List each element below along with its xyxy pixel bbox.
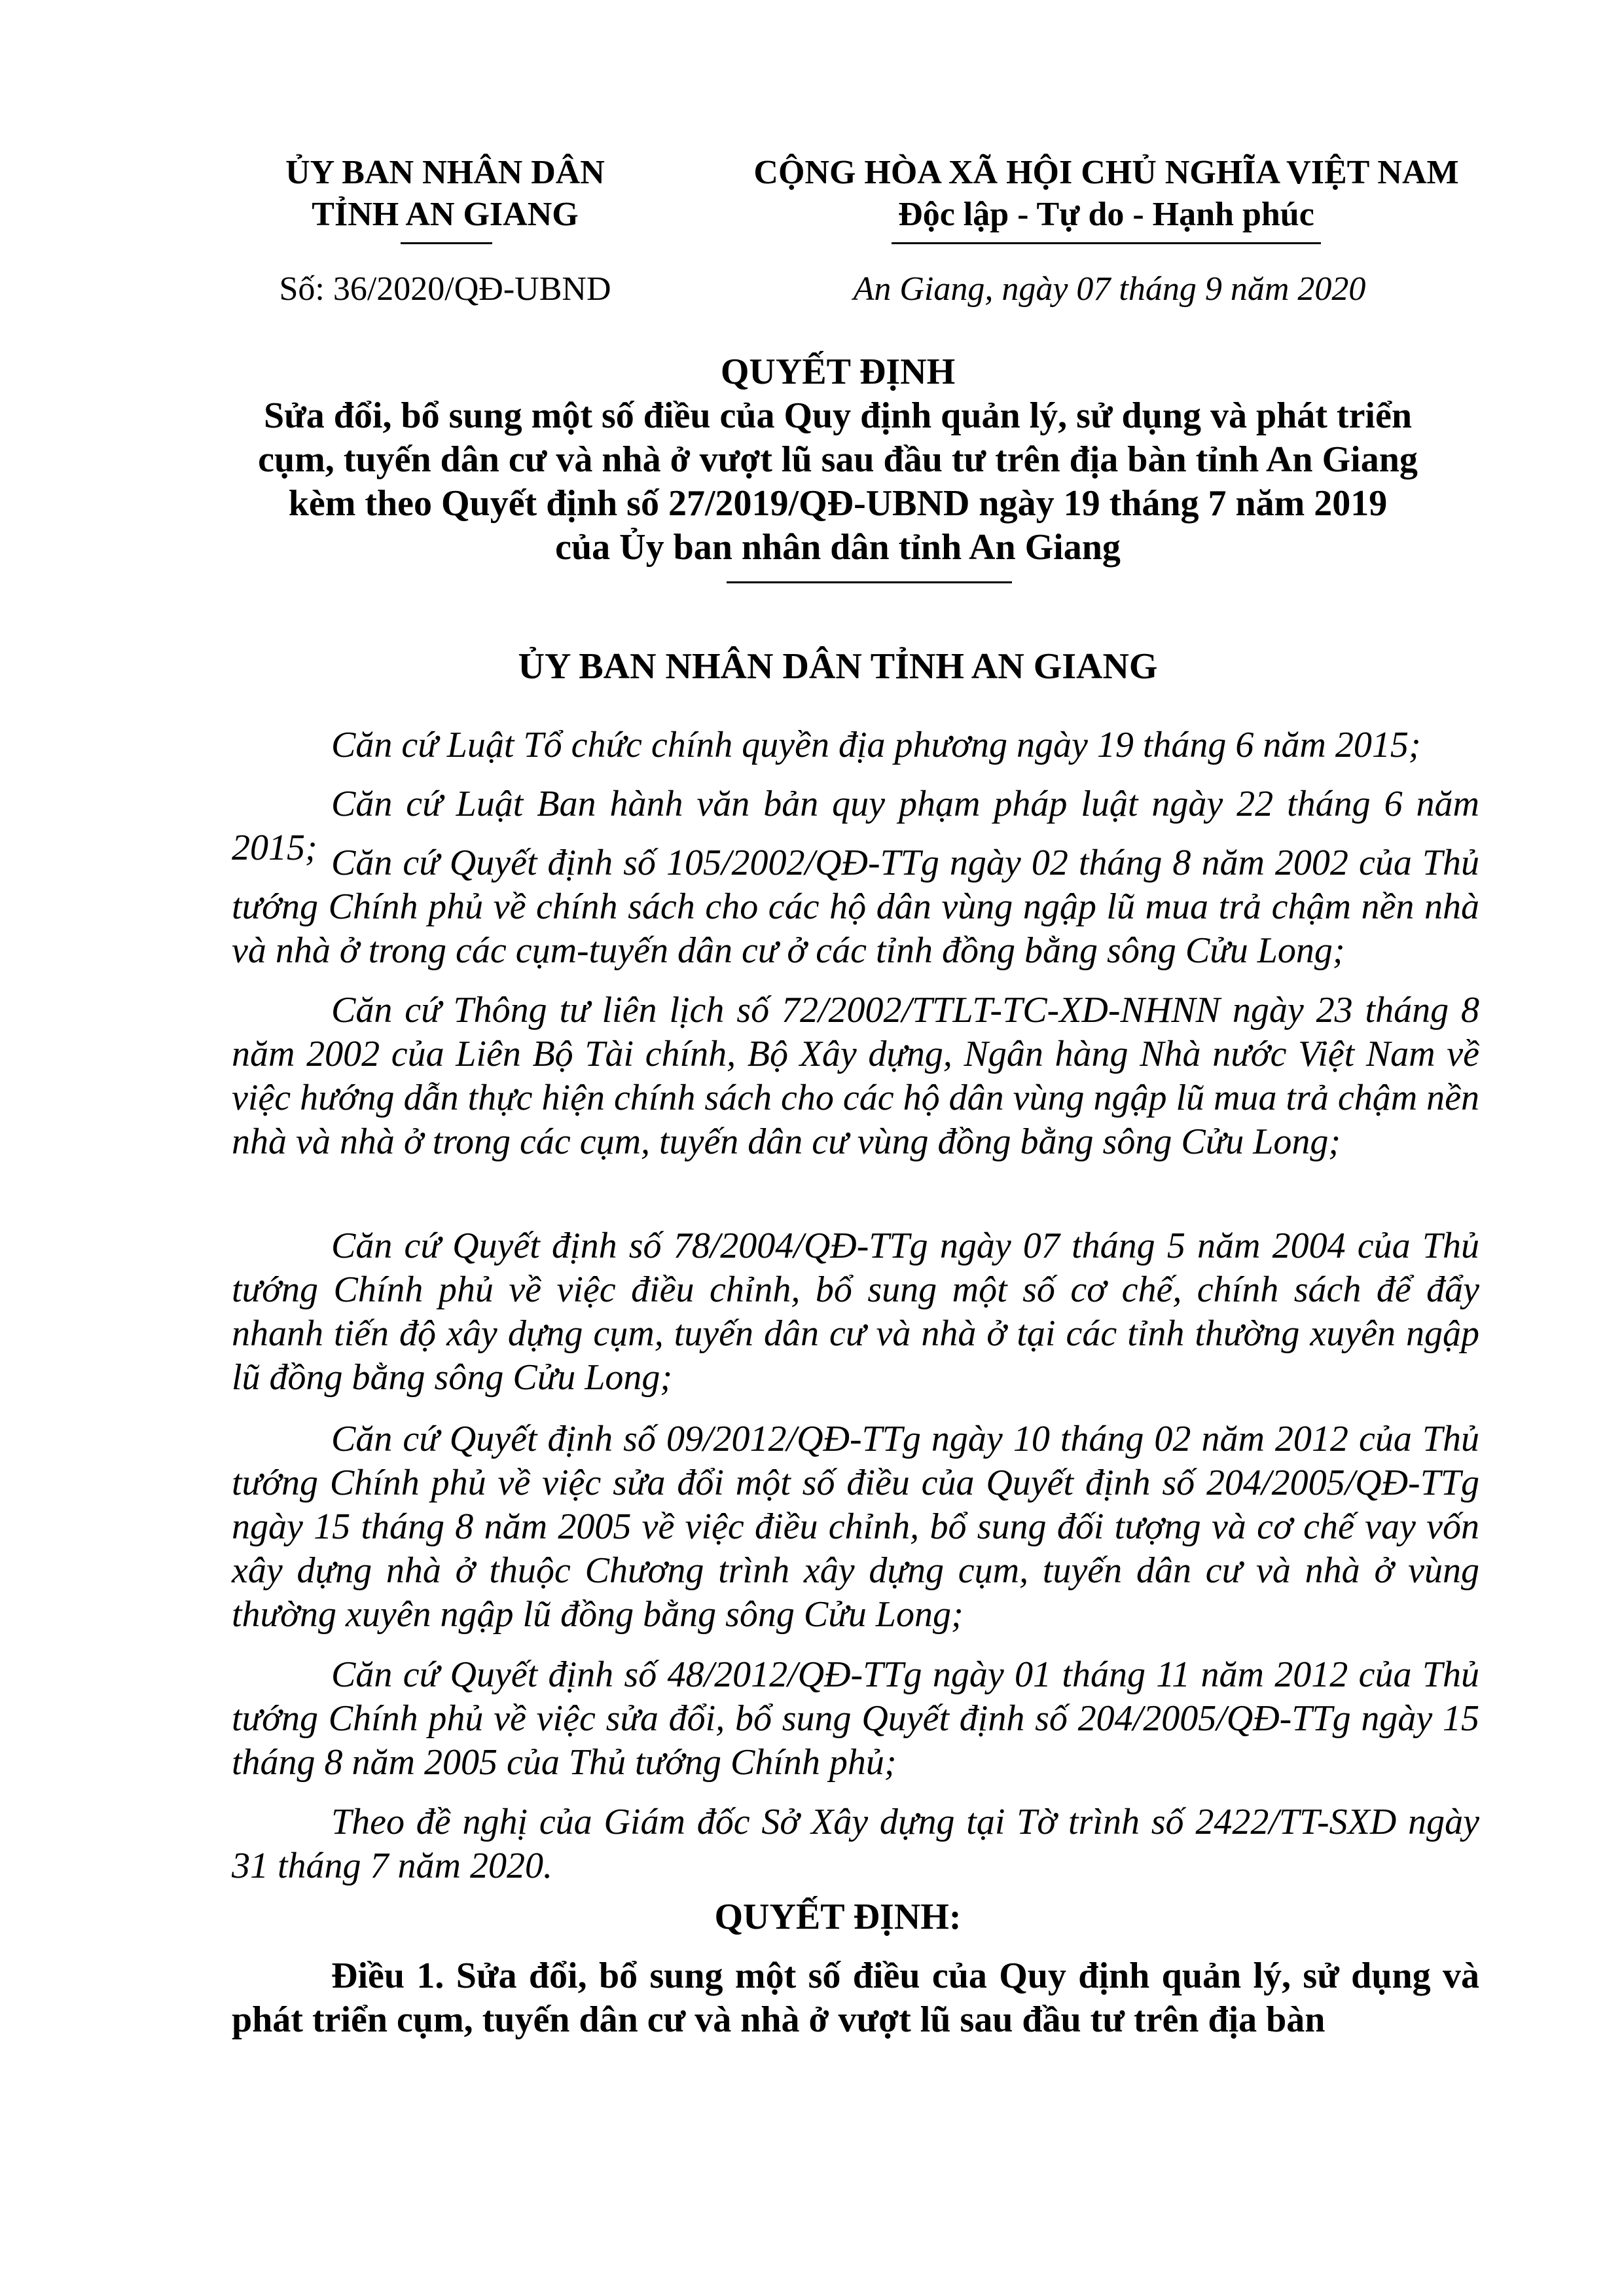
title-line-2: cụm, tuyến dân cư và nhà ở vượt lũ sau đầu tư trên địa bàn tỉnh An Giang <box>258 439 1418 480</box>
document-title <box>196 350 1479 570</box>
agency-name <box>262 152 628 236</box>
article-1: Điều 1. Sửa đổi, bổ sung một số điều của Quy định quản lý, sử dụng và phát triển cụm, tuyến dân cư và nhà ở vượt lũ sau đầu tư trên địa bàn <box>232 1956 1479 2040</box>
issue-date: An Giang, ngày 07 tháng 9 năm 2020 <box>853 270 1366 308</box>
issuing-authority: ỦY BAN NHÂN DÂN TỈNH AN GIANG <box>518 646 1158 687</box>
legal-basis-4: Căn cứ Thông tư liên lịch số 72/2002/TTLT-TC-XD-NHNN ngày 23 tháng 8 năm 2002 của Liên Bộ Tài chính, Bộ Xây dựng, Ngân hàng Nhà nước Việt Nam về việc hướng dẫn thực hiện chính sách cho các hộ dân vùng ngập lũ mua trả chậm nền nhà và nhà ở trong các cụm, tuyến dân cư vùng đồng bằng sông Cửu Long; <box>232 990 1479 1162</box>
legal-basis-2: Căn cứ Luật Ban hành văn bản quy phạm pháp luật ngày 22 tháng 6 năm 2015; <box>232 784 1479 868</box>
agency-name-line1: ỦY BAN NHÂN DÂN <box>285 154 605 191</box>
title-line-4: của Ủy ban nhân dân tỉnh An Giang <box>555 527 1121 568</box>
title-heading: QUYẾT ĐỊNH <box>720 352 956 392</box>
country-name: CỘNG HÒA XÃ HỘI CHỦ NGHĨA VIỆT NAM <box>753 154 1459 191</box>
title-line-1: Sửa đổi, bổ sung một số điều của Quy định quản lý, sử dụng và phát triển <box>264 395 1412 436</box>
legal-basis-3: Căn cứ Quyết định số 105/2002/QĐ-TTg ngày 02 tháng 8 năm 2002 của Thủ tướng Chính phủ về chính sách cho các hộ dân vùng ngập lũ mua trả chậm nền nhà và nhà ở trong các cụm-tuyến dân cư ở các tỉnh đồng bằng sông Cửu Long; <box>232 843 1479 971</box>
motto: Độc lập - Tự do - Hạnh phúc <box>898 196 1314 233</box>
decision-heading: QUYẾT ĐỊNH: <box>714 1897 962 1937</box>
national-motto <box>727 152 1486 236</box>
motto-underline <box>892 242 1321 244</box>
agency-underline <box>401 242 492 244</box>
legal-basis-6: Căn cứ Quyết định số 09/2012/QĐ-TTg ngày 10 tháng 02 năm 2012 của Thủ tướng Chính phủ về việc sửa đổi một số điều của Quyết định số 204/2005/QĐ-TTg ngày 15 tháng 8 năm 2005 về việc điều chỉnh, bổ sung đối tượng và cơ chế vay vốn xây dựng nhà ở thuộc Chương trình xây dựng cụm, tuyến dân cư và nhà ở vùng thường xuyên ngập lũ đồng bằng sông Cửu Long; <box>232 1419 1479 1635</box>
legal-basis-5: Căn cứ Quyết định số 78/2004/QĐ-TTg ngày 07 tháng 5 năm 2004 của Thủ tướng Chính phủ về việc điều chỉnh, bổ sung một số cơ chế, chính sách để đẩy nhanh tiến độ xây dựng cụm, tuyến dân cư và nhà ở tại các tỉnh thường xuyên ngập lũ đồng bằng sông Cửu Long; <box>232 1226 1479 1398</box>
legal-basis-7: Căn cứ Quyết định số 48/2012/QĐ-TTg ngày 01 tháng 11 năm 2012 của Thủ tướng Chính phủ về việc sửa đổi, bổ sung Quyết định số 204/2005/QĐ-TTg ngày 15 tháng 8 năm 2005 của Thủ tướng Chính phủ; <box>232 1654 1479 1783</box>
document-number: Số: 36/2020/QĐ-UBND <box>279 270 611 308</box>
legal-basis-8: Theo đề nghị của Giám đốc Sở Xây dựng tại Tờ trình số 2422/TT-SXD ngày 31 tháng 7 năm 2020. <box>232 1802 1479 1886</box>
legal-basis-1: Căn cứ Luật Tổ chức chính quyền địa phương ngày 19 tháng 6 năm 2015; <box>331 725 1421 765</box>
title-line-3: kèm theo Quyết định số 27/2019/QĐ-UBND ngày 19 tháng 7 năm 2019 <box>288 483 1388 524</box>
agency-name-line2: TỈNH AN GIANG <box>312 196 579 233</box>
title-underline <box>727 581 1012 583</box>
